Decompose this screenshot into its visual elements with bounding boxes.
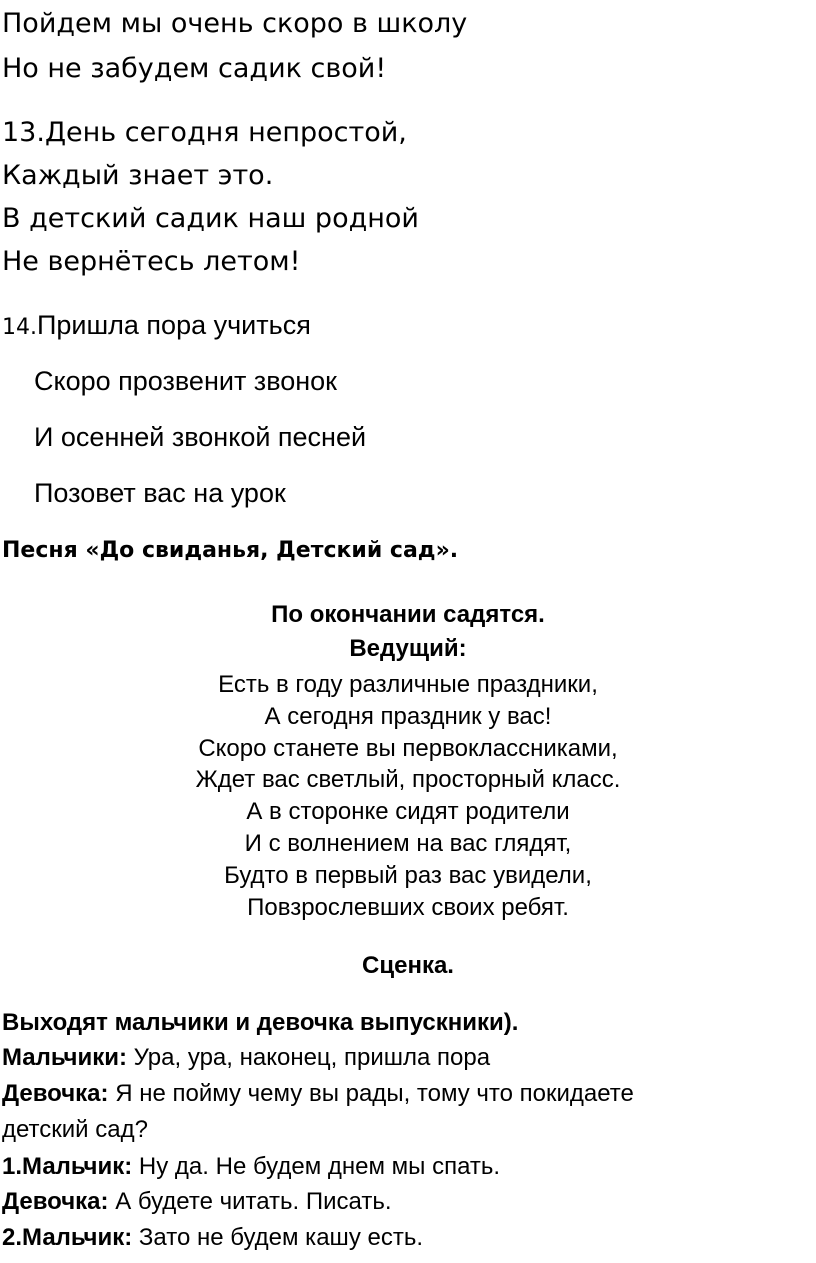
host-verse-line: Есть в году различные праздники, (218, 671, 598, 698)
verse-14-line: Скоро прозвенит звонок (34, 366, 337, 396)
line-number: 2 (2, 1224, 16, 1251)
verse-14-line: И осенней звонкой песней (34, 422, 367, 452)
verse-13-line: В детский садик наш родной (2, 203, 419, 234)
dialogue-text: Зато не будем кашу есть. (132, 1224, 423, 1251)
dialogue-text: детский сад? (2, 1116, 148, 1143)
dialogue-line (2, 1082, 634, 1106)
scene-intro: Выходят мальчики и девочка выпускники). (2, 1009, 519, 1036)
song-heading: Песня «До свиданья, Детский сад». (2, 538, 459, 563)
poem-line: Но не забудем садик свой! (2, 53, 387, 84)
host-verse-line: Будто в первый раз вас увидели, (224, 862, 592, 889)
dialogue-text: Я не пойму чему вы рады, тому что покидаете (108, 1080, 634, 1107)
host-verse-line: А в сторонке сидят родители (246, 798, 570, 825)
dialogue-line (2, 1155, 500, 1179)
verse-14-first-line (2, 312, 311, 339)
dialogue-text: А будете читать. Писать. (108, 1188, 392, 1215)
dialogue-line (2, 1046, 490, 1070)
speaker-label: .Мальчик: (15, 1153, 133, 1180)
verse-13-line: Не вернётесь летом! (2, 246, 301, 277)
speaker-label: Девочка: (2, 1080, 109, 1107)
speaker-label: Мальчики: (2, 1044, 127, 1071)
stage-direction: По окончании садятся. (271, 601, 545, 628)
host-verse-line: Скоро станете вы первоклассниками, (198, 735, 618, 762)
host-verse-line: Ждет вас светлый, просторный класс. (195, 766, 621, 793)
line-number: 1 (2, 1153, 16, 1180)
scene-title: Сценка. (362, 952, 454, 979)
verse-14-line: Позовет вас на урок (34, 478, 286, 508)
speaker-name: Ведущий: (349, 635, 467, 662)
dialogue-text: Ну да. Не будем днем мы спать. (132, 1153, 501, 1180)
dialogue-line (2, 1226, 423, 1250)
speaker-label: .Мальчик: (15, 1224, 133, 1251)
dialogue-text: Ура, ура, наконец, пришла пора (126, 1044, 491, 1071)
host-verse-line: Повзрослевших своих ребят. (247, 894, 569, 921)
poem-line: Пойдем мы очень скоро в школу (2, 8, 468, 39)
verse-13-line: 13.День сегодня непростой, (2, 117, 407, 148)
verse-number: 14. (2, 315, 37, 340)
host-verse-line: А сегодня праздник у вас! (264, 703, 552, 730)
dialogue-line (2, 1118, 148, 1142)
speaker-label: Девочка: (2, 1188, 109, 1215)
verse-14-line: Пришла пора учиться (37, 310, 311, 340)
host-verse-line: И с волнением на вас глядят, (244, 830, 572, 857)
verse-13-line: Каждый знает это. (2, 160, 274, 191)
dialogue-line (2, 1190, 392, 1214)
